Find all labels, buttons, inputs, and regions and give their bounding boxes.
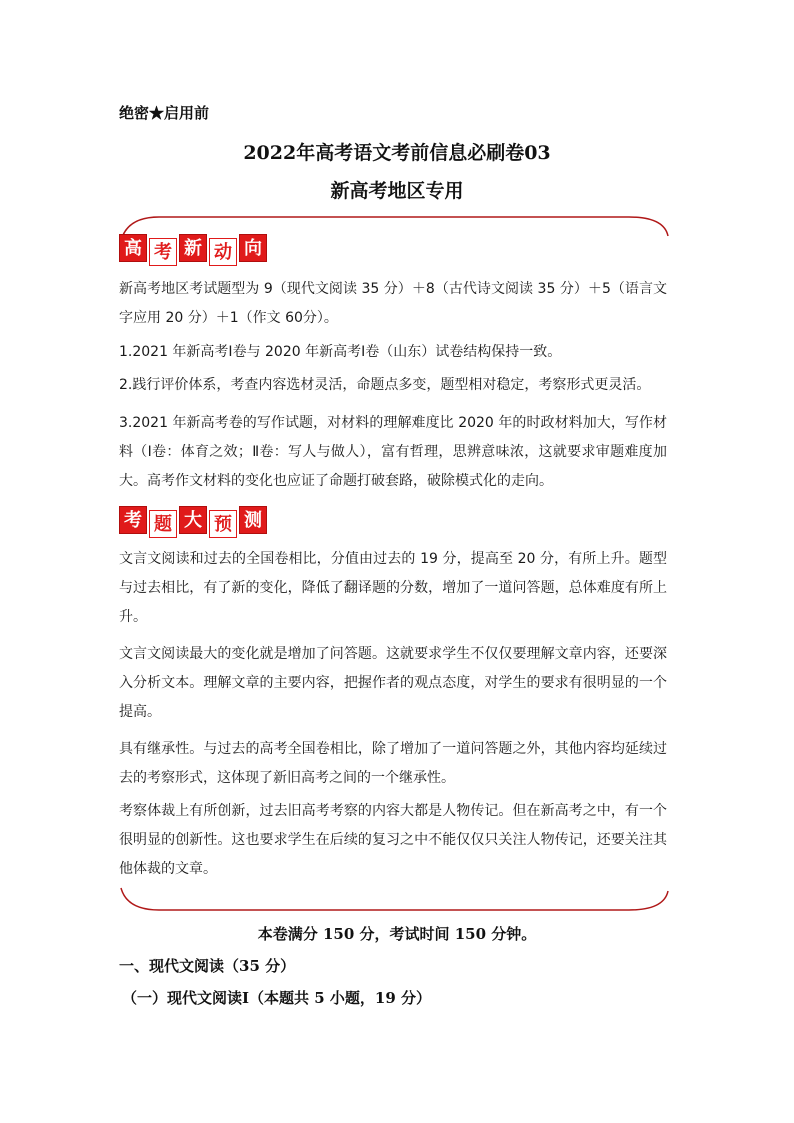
badge-char: 测 (239, 506, 267, 534)
subsection-heading: （一）现代文阅读Ⅰ（本题共 5 小题，19 分） (122, 989, 431, 1007)
badge-char: 高 (119, 234, 147, 262)
trend-paragraph: 1.2021 年新高考Ⅰ卷与 2020 年新高考Ⅰ卷（山东）试卷结构保持一致。 (119, 344, 562, 360)
badge-char: 向 (239, 234, 267, 262)
trend-paragraph: 新高考地区考试题型为 9（现代文阅读 35 分）＋8（古代诗文阅读 35 分）＋5（语言文字应用 20 分）＋1（作文 60分）。 (119, 281, 667, 326)
prediction-badge (119, 506, 267, 534)
badge-char: 预 (209, 510, 237, 538)
badge-char: 考 (119, 506, 147, 534)
trend-paragraph: 3.2021 年新高考卷的写作试题，对材料的理解难度比 2020 年的时政材料加大，写作材料（Ⅰ卷：体育之效；Ⅱ卷：写人与做人），富有哲理，思辨意味浓，这就要求审题难度加大。高考作文材料的变化也应证了命题打破套路，破除模式化的走向。 (119, 415, 667, 489)
new-trends-badge (119, 234, 267, 262)
confidential-label: 绝密★启用前 (119, 104, 210, 122)
page-title: 2022年高考语文考前信息必刷卷03 (243, 142, 551, 164)
badge-char: 考 (149, 238, 177, 266)
prediction-paragraph: 文言文阅读和过去的全国卷相比，分值由过去的 19 分，提高至 20 分，有所上升。题型与过去相比，有了新的变化，降低了翻译题的分数，增加了一道问答题，总体难度有所上升。 (119, 551, 667, 625)
trend-paragraph: 2.践行评价体系，考查内容选材灵活，命题点多变，题型相对稳定，考察形式更灵活。 (119, 377, 651, 393)
badge-char: 新 (179, 234, 207, 262)
box-bottom-border (119, 885, 670, 913)
badge-char: 题 (149, 510, 177, 538)
prediction-paragraph: 考察体裁上有所创新，过去旧高考考察的内容大都是人物传记。但在新高考之中，有一个很明显的创新性。这也要求学生在后续的复习之中不能仅仅只关注人物传记，还要关注其他体裁的文章。 (119, 803, 667, 877)
prediction-paragraph: 文言文阅读最大的变化就是增加了问答题。这就要求学生不仅仅要理解文章内容，还要深入分析文本。理解文章的主要内容，把握作者的观点态度，对学生的要求有很明显的一个提高。 (119, 646, 667, 720)
exam-info: 本卷满分 150 分，考试时间 150 分钟。 (257, 925, 537, 943)
badge-char: 大 (179, 506, 207, 534)
section-heading: 一、现代文阅读（35 分） (119, 957, 296, 975)
badge-char: 动 (209, 238, 237, 266)
prediction-paragraph: 具有继承性。与过去的高考全国卷相比，除了增加了一道问答题之外，其他内容均延续过去的考察形式，这体现了新旧高考之间的一个继承性。 (119, 741, 667, 786)
page-subtitle: 新高考地区专用 (330, 180, 464, 202)
